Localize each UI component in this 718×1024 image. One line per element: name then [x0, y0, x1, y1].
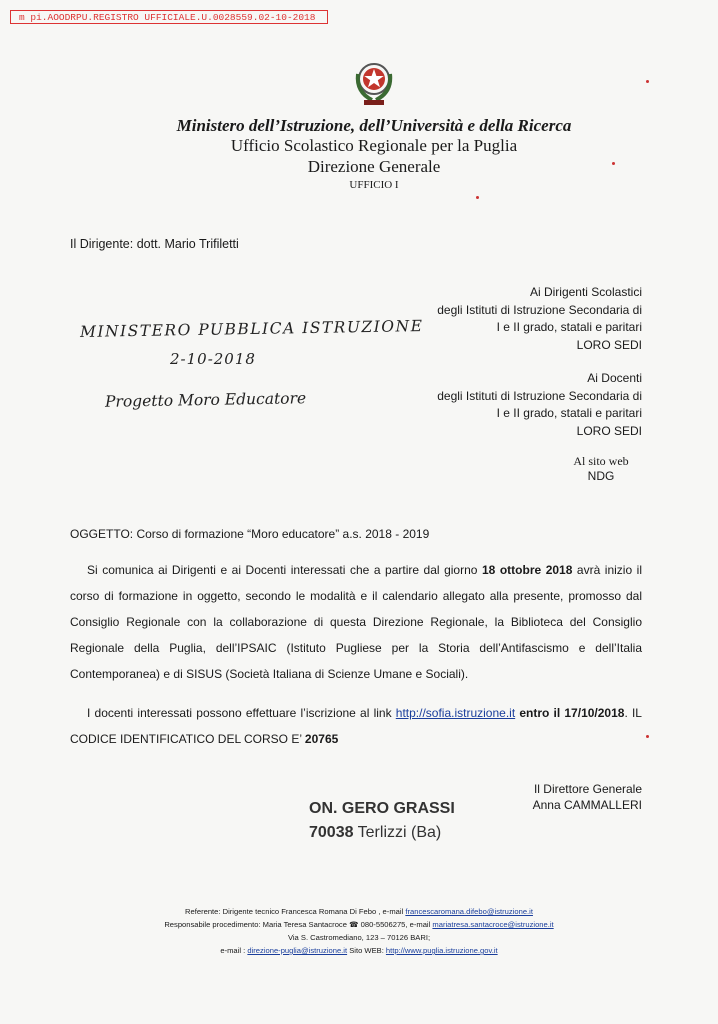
body-paragraph-1	[70, 557, 642, 687]
signature-name: Anna CAMMALLERI	[532, 798, 642, 812]
recipient-block-dirigenti	[437, 284, 642, 354]
dirigente-line: Il Dirigente: dott. Mario Trifiletti	[70, 237, 239, 251]
recipient-line: Ai Docenti	[587, 371, 642, 385]
scan-speck	[476, 196, 479, 199]
scan-speck	[612, 162, 615, 165]
recipient-line: degli Istituti di Istruzione Secondaria di	[437, 302, 642, 317]
recipient-line: degli Istituti di Istruzione Secondaria di	[437, 388, 642, 403]
website-line: NDG	[587, 469, 615, 483]
phone-icon: ☎	[349, 920, 359, 929]
scan-speck	[646, 735, 649, 738]
recipient-line: Ai Dirigenti Scolastici	[529, 285, 642, 299]
recipient-line: LORO SEDI	[576, 337, 642, 352]
body-text: . IL CODICE IDENTIFICATICO DEL CORSO E’	[70, 706, 642, 746]
body-paragraph-2	[70, 700, 642, 752]
handwritten-note-line1: MINISTERO PUBBLICA ISTRUZIONE	[79, 317, 424, 341]
stamp-name: ON. GERO GRASSI	[309, 800, 455, 817]
body-text: I docenti interessati possono effettuare l’iscrizione al link	[87, 706, 396, 720]
office-title: Ufficio Scolastico Regionale per la Puglia	[230, 136, 518, 155]
website-link[interactable]: http://www.puglia.istruzione.gov.it	[385, 946, 498, 955]
recipient-block-docenti	[437, 370, 642, 440]
stamp-postcode: 70038	[309, 824, 354, 841]
responsabile-email-link[interactable]: mariatresa.santacroce@istruzione.it	[432, 920, 554, 929]
start-date: 18 ottobre 2018	[481, 563, 573, 577]
body-text: Si comunica ai Dirigenti e ai Docenti interessati che a partire dal giorno	[87, 563, 482, 577]
body-text: avrà inizio il corso di formazione in oggetto, secondo le modalità e il calendario allegato alla presente, promosso dal Consiglio Regionale con la collaborazione di questa Direzione Regionale, la Biblioteca del Consiglio Regionale della Puglia, dell’IPSAIC (Istituto Pugliese per la Storia dell’Antifascismo e dell’Italia Contemporanea) e di SISUS (Società Italiana di Scienze Umane e Sociali).	[70, 563, 642, 681]
footer-text: Responsabile procedimento: Maria Teresa Santacroce	[164, 920, 350, 929]
footer-text: e-mail :	[220, 946, 248, 955]
footer-referente	[0, 905, 718, 918]
recipient-line: I e II grado, statali e paritari	[496, 320, 642, 334]
recipient-line: LORO SEDI	[576, 423, 642, 438]
footer-text: Referente: Dirigente tecnico Francesca Romana Di Febo , e-mail	[185, 907, 406, 916]
footer-address: Via S. Castromediano, 123 – 70126 BARI;	[287, 933, 431, 942]
republic-emblem	[346, 54, 402, 110]
direzione-email-link[interactable]: direzione-puglia@istruzione.it	[247, 946, 348, 955]
protocol-stamp: m pi.AOODRPU.REGISTRO UFFICIALE.U.0028559.02-10-2018	[10, 10, 328, 24]
signature-block	[530, 781, 642, 813]
gero-grassi-stamp	[309, 797, 455, 845]
handwritten-note-line3: Progetto Moro Educatore	[104, 389, 307, 411]
stamp-city: Terlizzi (Ba)	[353, 824, 442, 841]
course-code: 20765	[304, 732, 339, 746]
footer-contacts	[0, 944, 718, 957]
handwritten-note-date: 2-10-2018	[170, 350, 256, 368]
scan-speck	[646, 80, 649, 83]
unit-title: UFFICIO I	[349, 179, 399, 191]
sofia-link[interactable]: http://sofia.istruzione.it	[395, 706, 516, 720]
signature-title: Il Direttore Generale	[533, 782, 642, 796]
footer-text: 080-5506275, e-mail	[358, 920, 433, 929]
website-line: Al sito web	[573, 454, 629, 468]
footer-text: Sito WEB:	[347, 946, 386, 955]
deadline: entro il 17/10/2018	[515, 706, 625, 720]
subject-line: OGGETTO: Corso di formazione “Moro educatore” a.s. 2018 - 2019	[70, 527, 430, 541]
recipient-line: I e II grado, statali e paritari	[496, 406, 642, 420]
website-recipient	[560, 454, 642, 484]
ministry-title: Ministero dell’Istruzione, dell’Università e della Ricerca	[176, 116, 572, 135]
referente-email-link[interactable]: francescaromana.difebo@istruzione.it	[405, 907, 533, 916]
directorate-title: Direzione Generale	[307, 157, 441, 176]
footer-responsabile	[0, 918, 718, 931]
